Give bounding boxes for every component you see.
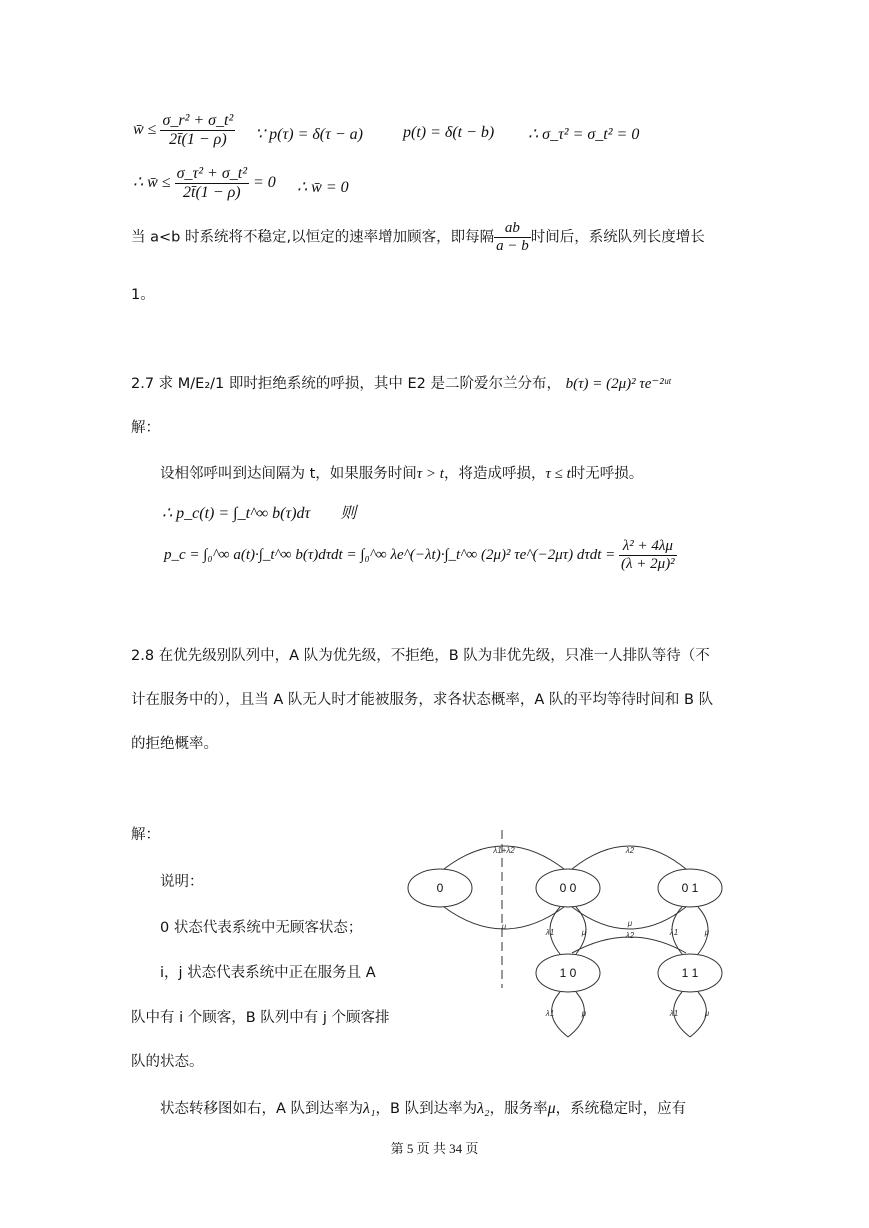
rate-label-mu-10: μ (581, 928, 587, 937)
state-label-11: 1 1 (681, 966, 699, 980)
rate-label-mu-11: μ (704, 928, 710, 937)
formula-line-2 (133, 165, 276, 202)
rate-label-mu-10-down: μ (581, 1009, 587, 1018)
assume-condition-1: τ > t (416, 466, 444, 482)
explain-label: 说明： (160, 874, 204, 890)
lambda-2-symbol: λ₂ (477, 1100, 490, 1117)
transition-text-mid-1: ，B 队到达率为 (375, 1101, 478, 1117)
question-2-8-line-3: 的拒绝概率。 (131, 736, 218, 752)
unstable-text-post: 时间后，系统队列长度增长 (530, 229, 705, 246)
state-ij-line-1: i，j 状态代表系统中正在服务且 A (160, 965, 376, 981)
pc-full-formula (164, 538, 677, 573)
p-t: p(t) = δ(t − b) (403, 124, 495, 141)
page-footer: 第 5 页 共 34 页 (390, 1141, 479, 1156)
fraction (160, 112, 235, 149)
question-2-8-line-1: 2.8 在优先级别队列中，A 队为优先级，不拒绝，B 队为非优先级，只准一人排队等待（不 (131, 648, 710, 664)
transition-text-post: ，系统稳定时，应有 (555, 1101, 687, 1117)
fraction-numerator: ab (504, 220, 520, 236)
fraction-denominator: 2t̄(1 − ρ) (160, 130, 235, 149)
state-label-10: 1 0 (559, 966, 577, 980)
fraction-denominator: 2t̄(1 − ρ) (175, 183, 249, 202)
rate-label-lambda1-01: λ1 (669, 928, 679, 937)
equals-zero: = 0 (252, 174, 276, 192)
rate-label-lambda1-11-down: λ1 (669, 1009, 679, 1018)
state-label-00: 0 0 (559, 881, 577, 895)
w-bar-leq: w̄ ≤ (133, 121, 157, 139)
erlang-formula: b(τ) = (2μ)² τe⁻²ᵘᵗ (565, 376, 671, 392)
solution-label-1: 解： (131, 420, 160, 436)
lambda-1-symbol: λ₁ (363, 1100, 376, 1117)
unstable-paragraph (131, 220, 705, 255)
state-ij-line-2: 队中有 i 个顾客，B 队列中有 j 个顾客排 (131, 1010, 390, 1026)
rate-label-lambda2-bottom: λ2 (625, 931, 635, 940)
pc-integral-expression: p_c = ∫₀^∞ a(t)·∫_t^∞ b(τ)dτdt = ∫₀^∞ λe^(−λt)·∫_t^∞ (2μ)² τe^(−2μτ) dτdt = (164, 546, 616, 563)
sigma-zero: ∴ σ_τ² = σ_t² = 0 (528, 126, 640, 143)
rate-label-mu-11-down: μ (704, 1009, 710, 1018)
assume-text-pre: 设相邻呼叫到达间隔为 t，如果服务时间 (160, 466, 417, 482)
rate-label-lambda1-plus-lambda2: λ1+λ2 (493, 846, 515, 855)
question-2-8-line-2: 计在服务中的），且当 A 队无人时才能被服务，求各状态概率，A 队的平均等待时间和 B 队 (131, 692, 714, 708)
pc-t-formula (162, 500, 356, 523)
assumption-line (160, 462, 643, 483)
state-label-0: 0 (436, 881, 444, 895)
fraction-numerator: σ_τ² + σ_t² (176, 165, 247, 182)
since-p-tau: ∵ p(τ) = δ(τ − a) (255, 126, 363, 143)
state-label-01: 0 1 (681, 881, 699, 895)
fraction-denominator: a − b (496, 238, 529, 254)
mu-symbol: μ (547, 1100, 556, 1117)
state-0-description: 0 状态代表系统中无顾客状态； (160, 920, 363, 936)
transition-text-mid-2: ，服务率 (489, 1101, 548, 1117)
unstable-text-pre: 当 a<b 时系统将不稳定,以恒定的速率增加顾客，即每隔 (131, 229, 495, 246)
pc-t-expression: ∴ p_c(t) = ∫_t^∞ b(τ)dτ (162, 505, 311, 522)
question-2-7 (131, 372, 671, 393)
fraction-numerator: λ² + 4λμ (622, 538, 673, 554)
rate-label-lambda2-top: λ2 (625, 846, 635, 855)
fraction-denominator: (λ + 2μ)² (621, 556, 675, 572)
therefore-w-leq: ∴ w̄ ≤ (133, 174, 171, 192)
state-ij-line-3: 队的状态。 (131, 1054, 204, 1070)
rate-label-lambda1-10-down: λ1 (545, 1009, 555, 1018)
assume-condition-2: τ ≤ t (545, 466, 571, 482)
state-transition-diagram (400, 825, 745, 1045)
transition-text-pre: 状态转移图如右，A 队到达率为 (160, 1101, 364, 1117)
w-bar-zero: ∴ w̄ = 0 (297, 179, 349, 196)
assume-text-mid: ，将造成呼损， (443, 466, 546, 482)
unstable-fraction (494, 220, 531, 255)
fraction (175, 165, 249, 202)
rate-label-mu-0: μ (501, 922, 507, 931)
assume-text-post: 时无呼损。 (570, 466, 644, 482)
question-2-7-text: 2.7 求 M/E₂/1 即时拒绝系统的呼损，其中 E2 是二阶爱尔兰分布， (131, 376, 561, 392)
rate-label-mu-00: μ (627, 919, 633, 928)
solution-label-2: 解： (131, 827, 160, 843)
unstable-end: 1。 (131, 287, 155, 303)
then-label: 则 (340, 503, 357, 522)
transition-sentence (160, 1097, 686, 1118)
pc-result-fraction (619, 538, 677, 573)
fraction-numerator: σ_r² + σ_t² (162, 112, 234, 129)
rate-label-lambda1-00: λ1 (545, 928, 555, 937)
formula-line-1 (133, 112, 235, 149)
